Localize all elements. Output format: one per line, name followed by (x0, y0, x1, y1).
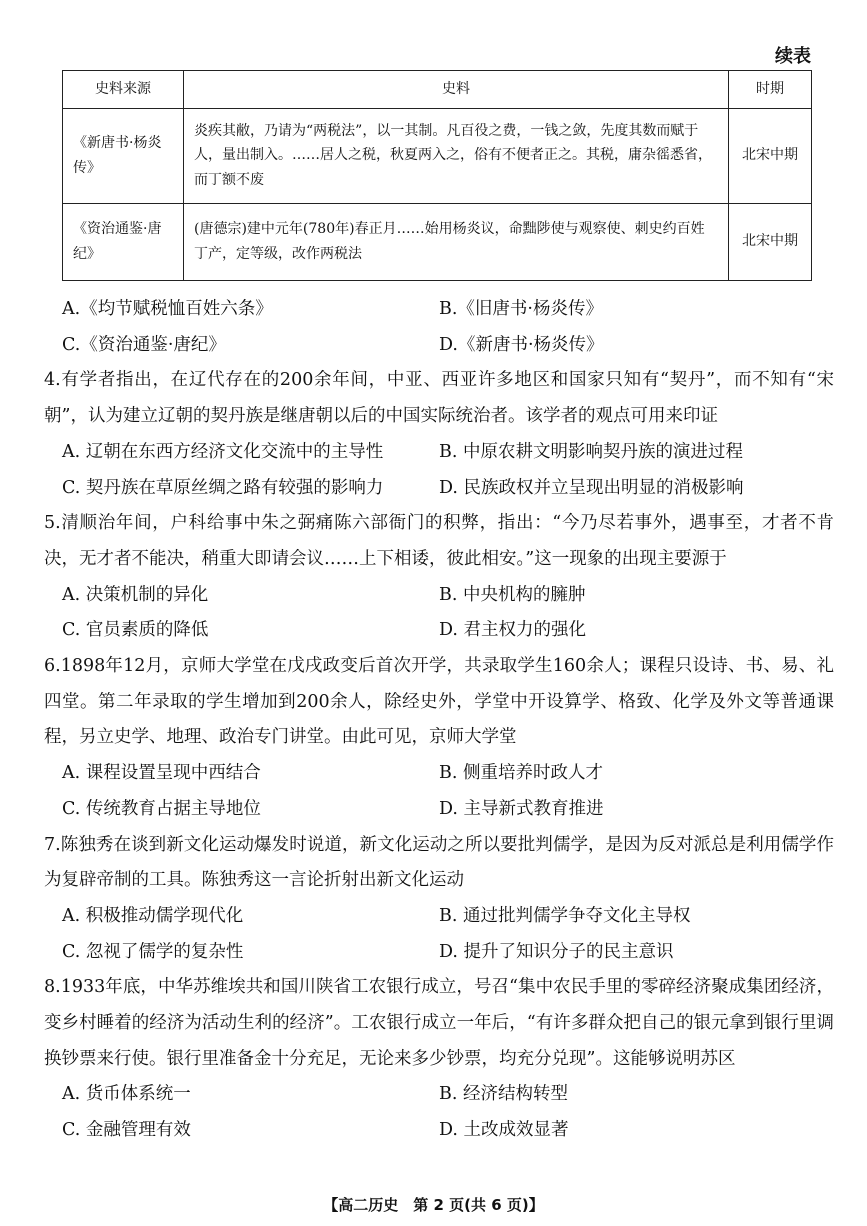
header-source: 史料来源 (63, 71, 184, 109)
row-source: 《资治通鉴·唐纪》 (63, 203, 184, 280)
option: C. 传统教育占据主导地位 (62, 798, 261, 819)
question-stem: 7.陈独秀在谈到新文化运动爆发时说道，新文化运动之所以要批判儒学，是因为反对派总是利用儒学作为复辟帝制的工具。陈独秀这一言论折射出新文化运动 (44, 834, 834, 891)
option: B. 中原农耕文明影响契丹族的演进过程 (439, 441, 743, 462)
option: B. 通过批判儒学争夺文化主导权 (439, 905, 691, 926)
table-row (63, 108, 812, 203)
page-footer: 【高二历史 第 2 页(共 6 页)】 (323, 1196, 544, 1214)
option: B. 侧重培养时政人才 (439, 763, 603, 784)
question-stem: 8.1933年底，中华苏维埃共和国川陕省工农银行成立，号召“集中农民手里的零碎经济聚成集团经济，变乡村睡着的经济为活动生利的经济”。工农银行成立一年后，“有许多群众把自己的银元拿到银行里调换钞票来行使。银行里准备金十分充足，无论来多少钞票，均充分兑现”。这能够说明苏区 (44, 977, 834, 1069)
question-area (44, 292, 834, 1149)
option: C. 契丹族在草原丝绸之路有较强的影响力 (62, 477, 384, 498)
option: C.《资治通鉴·唐纪》 (62, 334, 226, 355)
question-6 (44, 649, 834, 828)
option: D. 君主权力的强化 (439, 620, 587, 641)
option: B. 中央机构的臃肿 (439, 584, 586, 605)
question-stem: 5.清顺治年间，户科给事中朱之弼痛陈六部衙门的积弊，指出：“今乃尽若事外，遇事至，才者不肯决，无才者不能决，稍重大即请会议……上下相诿，彼此相安。”这一现象的出现主要源于 (44, 513, 834, 569)
option: A. 决策机制的异化 (62, 584, 209, 605)
source-table (62, 70, 812, 281)
header-material: 史料 (184, 71, 729, 109)
option: D.《新唐书·杨炎传》 (439, 334, 604, 355)
row-period: 北宋中期 (729, 203, 812, 280)
question-4 (44, 363, 834, 506)
question-stem: 4.有学者指出，在辽代存在的200余年间，中亚、西亚许多地区和国家只知有“契丹”，而不知有“宋朝”，认为建立辽朝的契丹族是继唐朝以后的中国实际统治者。该学者的观点可用来印证 (44, 370, 834, 427)
table-header-row (63, 71, 812, 109)
question-7 (44, 828, 834, 971)
option: A. 积极推动儒学现代化 (62, 905, 244, 926)
option: B. 经济结构转型 (439, 1084, 568, 1105)
option: A. 货币体系统一 (62, 1084, 191, 1105)
question-8 (44, 970, 834, 1149)
option: A. 辽朝在东西方经济文化交流中的主导性 (62, 441, 384, 462)
q3-options (44, 292, 834, 363)
header-period: 时期 (729, 71, 812, 109)
row-source: 《新唐书·杨炎传》 (63, 108, 184, 203)
option: D. 土改成效显著 (439, 1120, 569, 1141)
question-5 (44, 506, 834, 649)
option: C. 官员素质的降低 (62, 620, 209, 641)
option: D. 主导新式教育推进 (439, 798, 604, 819)
option: C. 忽视了儒学的复杂性 (62, 941, 244, 962)
option: D. 提升了知识分子的民主意识 (439, 941, 674, 962)
continued-label: 续表 (775, 46, 811, 67)
option: B.《旧唐书·杨炎传》 (439, 299, 603, 319)
row-period: 北宋中期 (729, 108, 812, 203)
table-row (63, 203, 812, 280)
option: A.《均节赋税恤百姓六条》 (62, 299, 273, 319)
question-stem: 6.1898年12月，京师大学堂在戊戌政变后首次开学，共录取学生160余人；课程只设诗、书、易、礼四堂。第二年录取的学生增加到200余人，除经史外，学堂中开设算学、格致、化学及外文等普通课程，另立史学、地理、政治专门讲堂。由此可见，京师大学堂 (44, 656, 834, 748)
row-text: (唐德宗)建中元年(780年)春正月……始用杨炎议，命黜陟使与观察使、刺史约百姓丁产，定等级，改作两税法 (184, 203, 729, 280)
option: C. 金融管理有效 (62, 1120, 191, 1141)
option: A. 课程设置呈现中西结合 (62, 763, 261, 784)
option: D. 民族政权并立呈现出明显的消极影响 (439, 477, 744, 498)
row-text: 炎疾其敝，乃请为“两税法”，以一其制。凡百役之费，一钱之敛，先度其数而赋于人，量出制入。……居人之税，秋夏两入之，俗有不便者正之。其税，庸杂徭悉省，而丁额不废 (184, 108, 729, 203)
